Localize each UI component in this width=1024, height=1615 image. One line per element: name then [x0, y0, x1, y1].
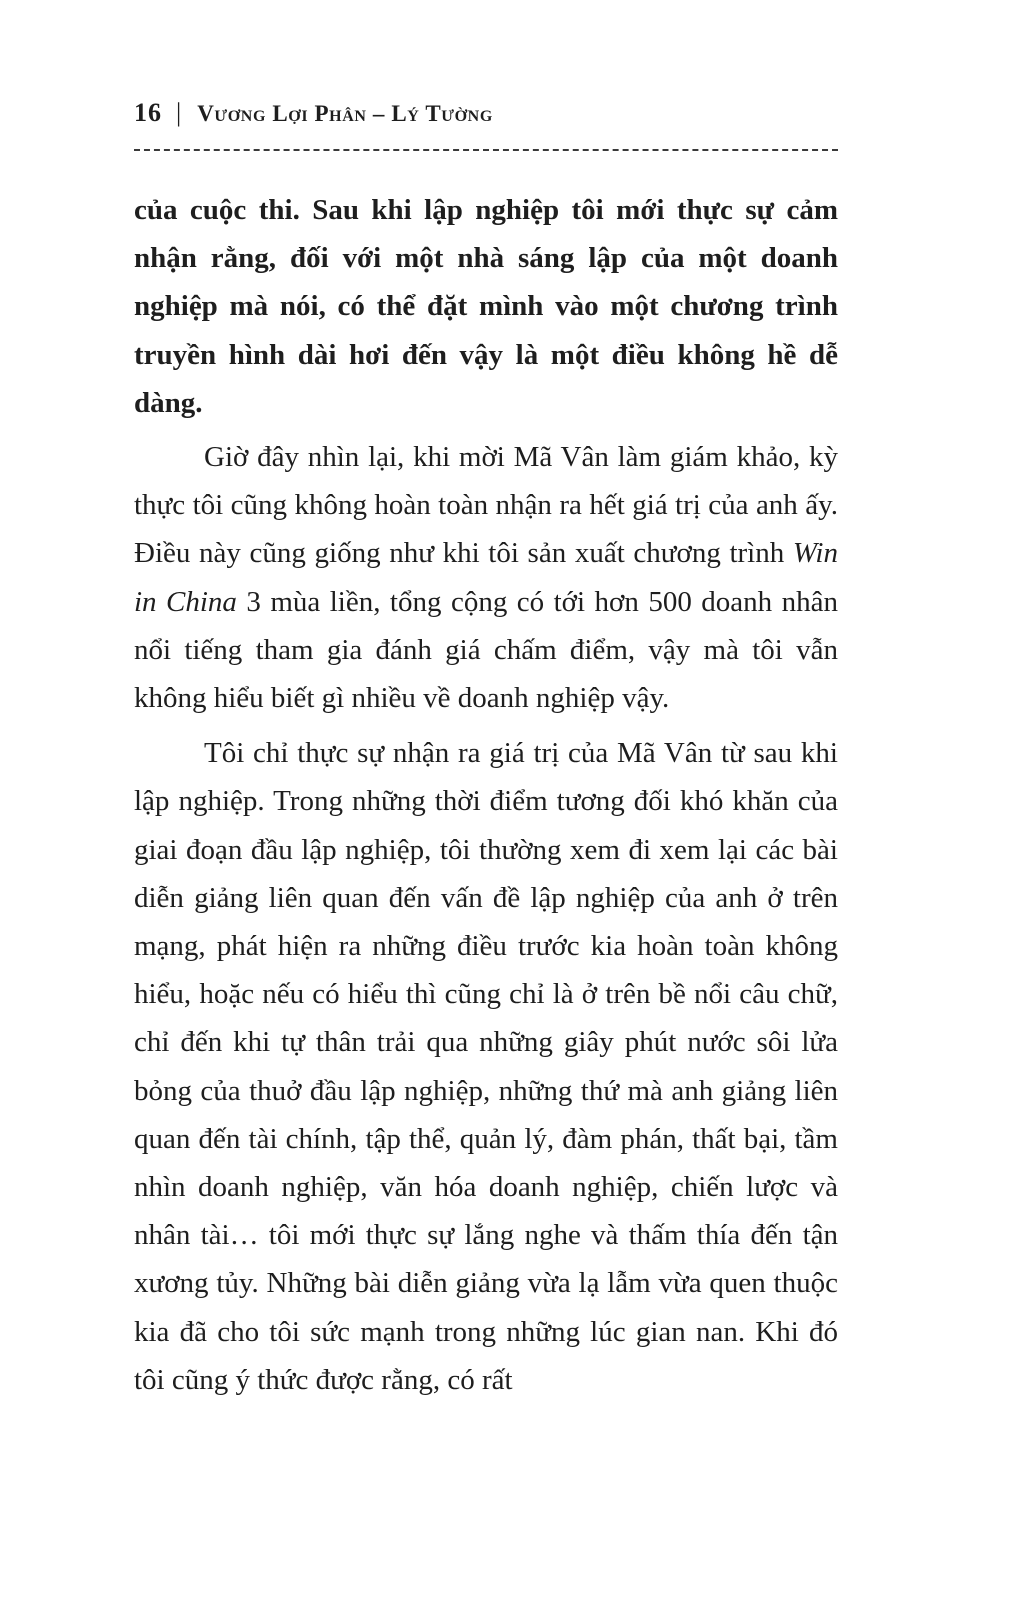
running-title: Vương Lợi Phân – Lý Tường — [197, 101, 493, 126]
paragraph — [134, 433, 838, 722]
paragraph-text: Giờ đây nhìn lại, khi mời Mã Vân làm giám khảo, kỳ thực tôi cũng không hoàn toàn nhận ra hết giá trị của anh ấy. Điều này cũng giống như khi tôi sản xuất chương trình — [134, 441, 838, 570]
header-separator: | — [176, 98, 182, 127]
page-number: 16 — [134, 98, 162, 127]
header-divider — [134, 149, 838, 151]
program-title: Win in China — [134, 537, 838, 618]
page-header — [134, 98, 838, 138]
bold-paragraph: của cuộc thi. Sau khi lập nghiệp tôi mới thực sự cảm nhận rằng, đối với một nhà sáng lập của một doanh nghiệp mà nói, có thể đặt mình vào một chương trình truyền hình dài hơi đến vậy là một điều không hề dễ dàng. — [134, 194, 838, 419]
paragraph: Tôi chỉ thực sự nhận ra giá trị của Mã Vân từ sau khi lập nghiệp. Trong những thời điểm tương đối khó khăn của giai đoạn đầu lập nghiệp, tôi thường xem đi xem lại các bài diễn giảng liên quan đến vấn đề lập nghiệp của anh ở trên mạng, phát hiện ra những điều trước kia hoàn toàn không hiểu, hoặc nếu có hiểu thì cũng chỉ là ở trên bề nổi câu chữ, chỉ đến khi tự thân trải qua những giây phút nước sôi lửa bỏng của thuở đầu lập nghiệp, những thứ mà anh giảng liên quan đến tài chính, tập thể, quản lý, đàm phán, thất bại, tầm nhìn doanh nghiệp, văn hóa doanh nghiệp, chiến lược và nhân tài… tôi mới thực sự lắng nghe và thấm thía đến tận xương tủy. Những bài diễn giảng vừa lạ lẫm vừa quen thuộc kia đã cho tôi sức mạnh trong những lúc gian nan. Khi đó tôi cũng ý thức được rằng, có rất — [134, 737, 838, 1396]
body-text — [134, 186, 838, 1411]
paragraph-text: 3 mùa liền, tổng cộng có tới hơn 500 doanh nhân nổi tiếng tham gia đánh giá chấm điểm, vậy mà tôi vẫn không hiểu biết gì nhiều về doanh nghiệp vậy. — [134, 585, 838, 715]
